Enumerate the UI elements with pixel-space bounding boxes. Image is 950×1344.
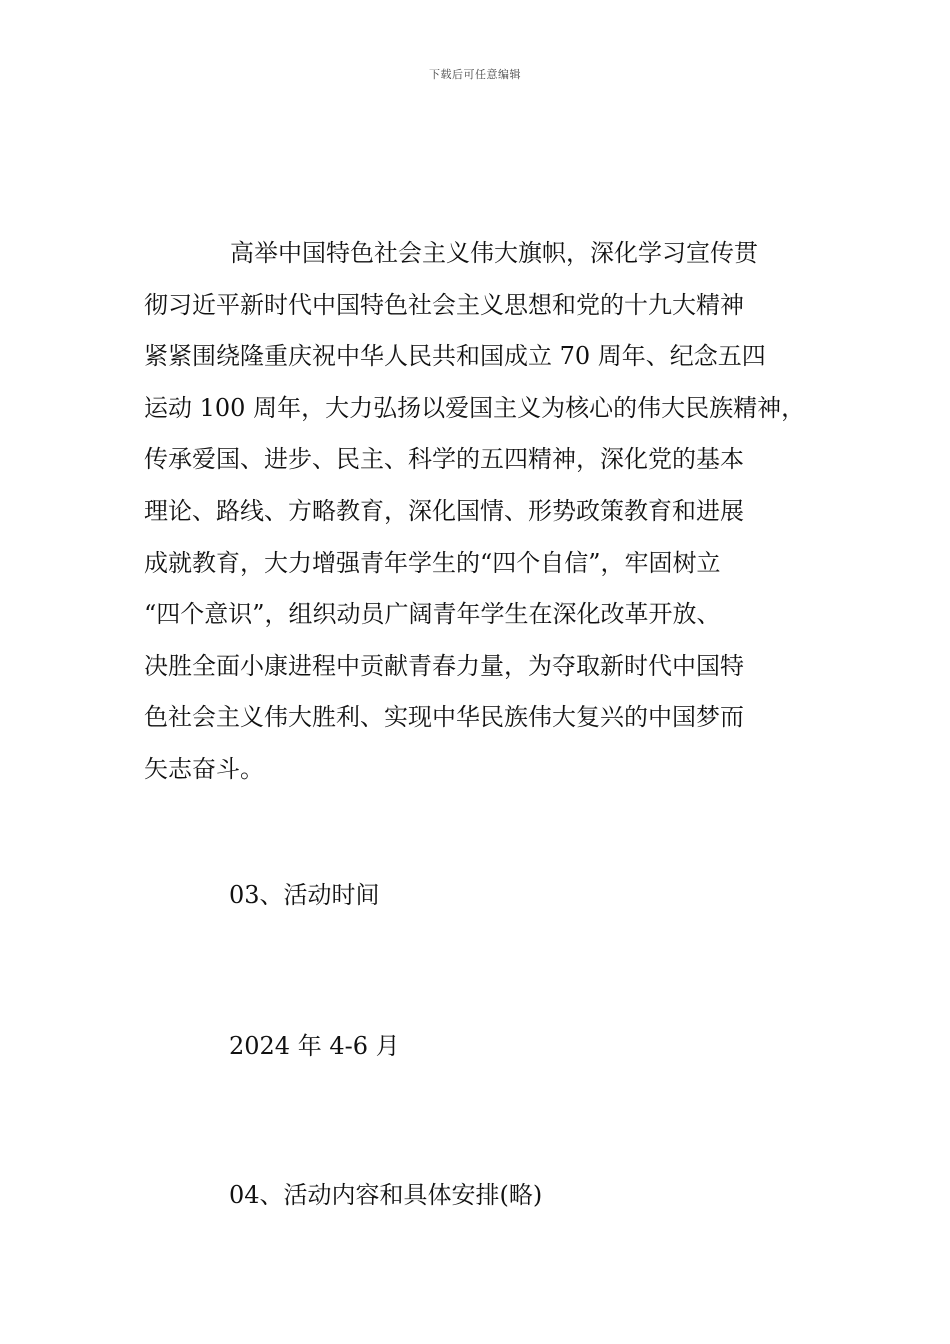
body-paragraph (144, 228, 809, 796)
paragraph-line: 传承爱国、进步、民主、科学的五四精神，深化党的基本 (144, 445, 744, 474)
paragraph-line: 彻习近平新时代中国特色社会主义思想和党的十九大精神 (144, 290, 744, 319)
activity-time-value: 2024 年 4-6 月 (229, 1032, 400, 1060)
paragraph-line: 理论、路线、方略教育，深化国情、形势政策教育和进展 (144, 496, 744, 525)
section-heading-activity-content: 04、活动内容和具体安排(略) (229, 1181, 543, 1209)
paragraph-line: 成就教育，大力增强青年学生的“四个自信”，牢固树立 (144, 548, 721, 577)
paragraph-line: 高举中国特色社会主义伟大旗帜，深化学习宣传贯 (230, 239, 758, 267)
paragraph-line: 矢志奋斗。 (144, 754, 264, 783)
header-note: 下载后可任意编辑 (429, 68, 521, 81)
paragraph-line: “四个意识”，组织动员广阔青年学生在深化改革开放、 (144, 600, 721, 629)
paragraph-line: 决胜全面小康进程中贡献青春力量，为夺取新时代中国特 (144, 651, 744, 680)
section-heading-activity-time: 03、活动时间 (229, 881, 380, 909)
paragraph-line: 紧紧围绕隆重庆祝中华人民共和国成立 70 周年、纪念五四 (144, 342, 766, 371)
paragraph-line: 色社会主义伟大胜利、实现中华民族伟大复兴的中国梦而 (144, 703, 744, 732)
paragraph-line: 运动 100 周年，大力弘扬以爱国主义为核心的伟大民族精神， (144, 393, 806, 422)
